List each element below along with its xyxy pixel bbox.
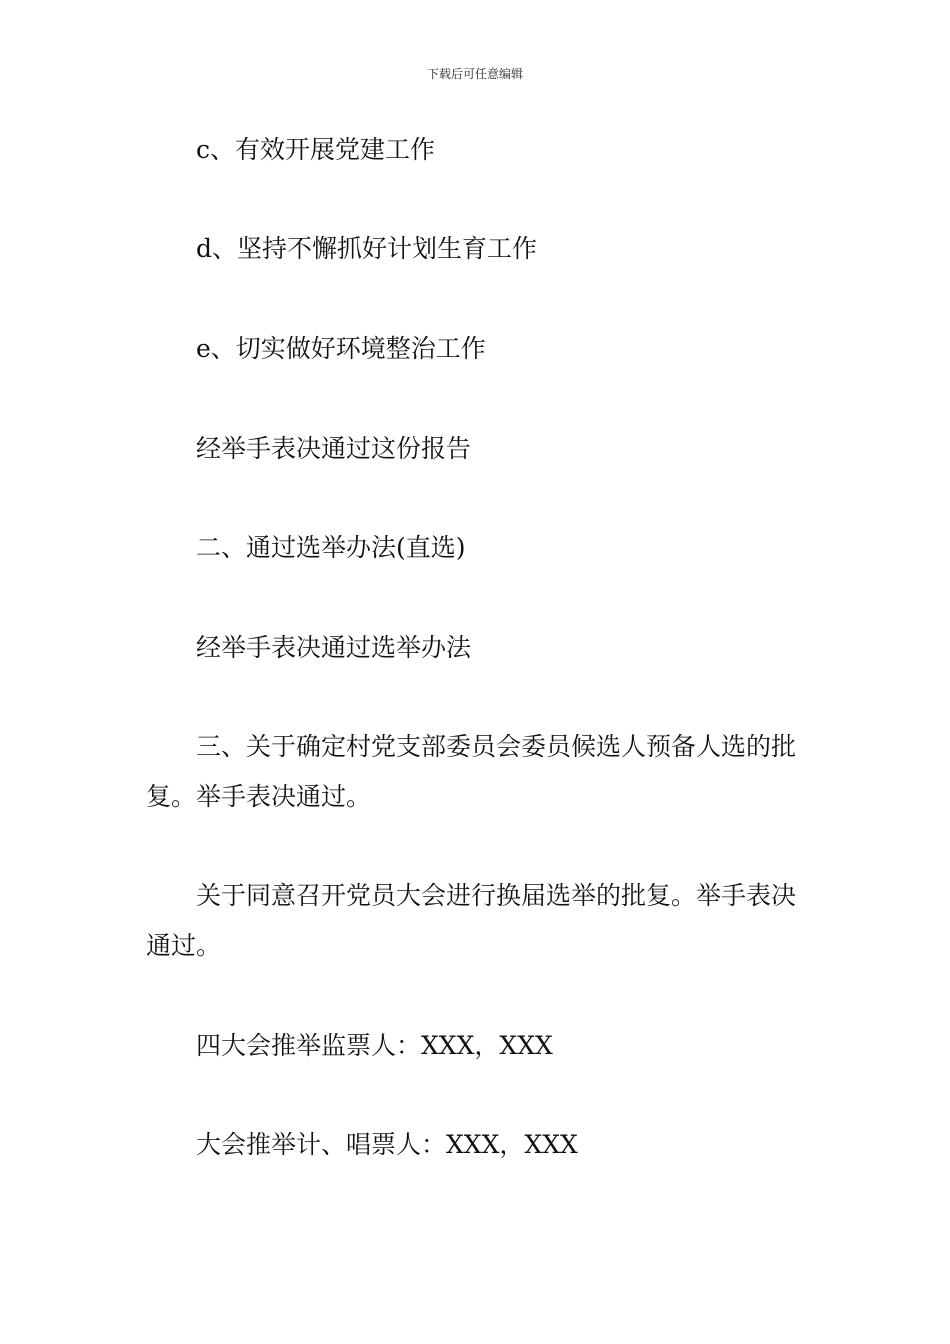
paragraph-section-two: 二、通过选举办法(直选) — [196, 533, 466, 562]
paragraph-section-three: 三、关于确定村党支部委员会委员候选人预备人选的批复。举手表决通过。 — [146, 732, 797, 811]
page-header: 下载后可任意编辑 — [426, 67, 523, 81]
paragraph-item-c: c、有效开展党建工作 — [196, 135, 436, 164]
paragraph-meeting-approval: 关于同意召开党员大会进行换届选举的批复。举手表决通过。 — [146, 881, 797, 960]
paragraph-counters: 大会推举计、唱票人：XXX，XXX — [196, 1130, 578, 1159]
paragraph-item-d: d、坚持不懈抓好计划生育工作 — [196, 234, 538, 263]
paragraph-report-vote: 经举手表决通过这份报告 — [196, 434, 472, 463]
paragraph-section-four: 四大会推举监票人：XXX，XXX — [196, 1031, 553, 1060]
paragraph-item-e: e、切实做好环境整治工作 — [196, 334, 486, 363]
paragraph-method-vote: 经举手表决通过选举办法 — [196, 633, 472, 662]
